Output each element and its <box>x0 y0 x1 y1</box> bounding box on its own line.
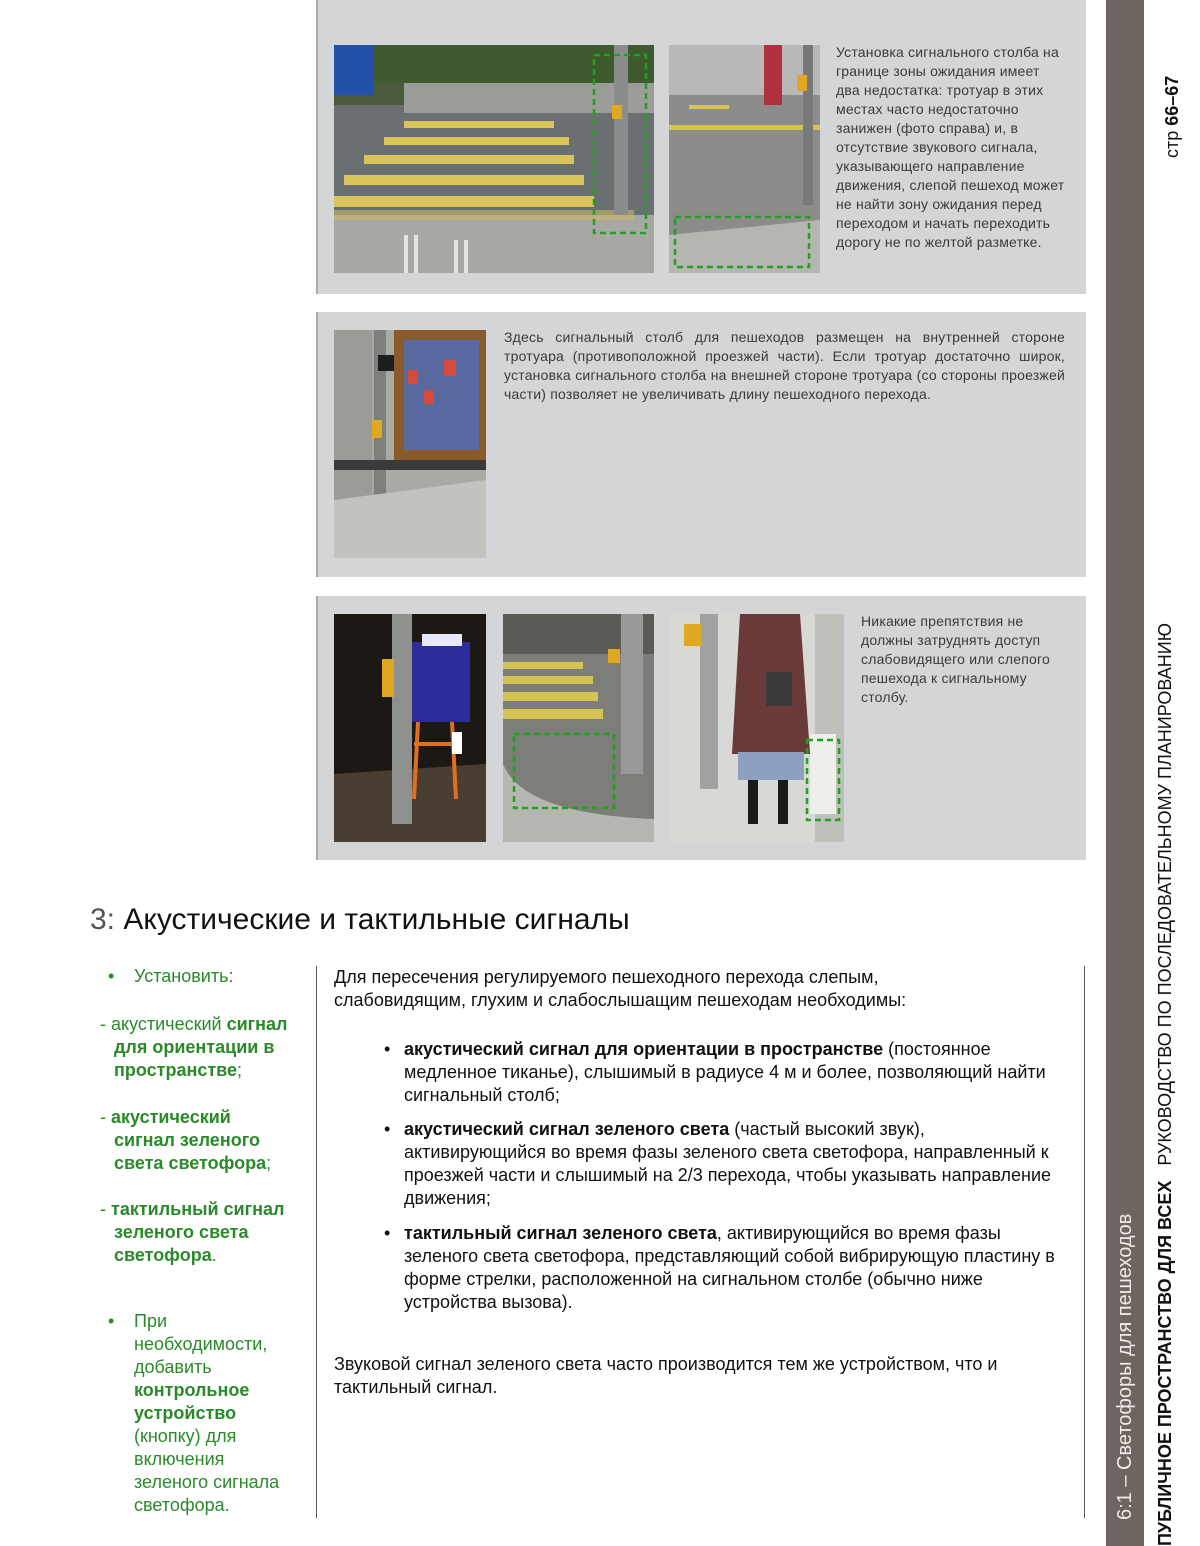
section-number: 3: <box>90 903 116 936</box>
left-item-3 <box>100 1198 315 1267</box>
bullet-3 <box>404 1222 1064 1314</box>
publication-title-rest: РУКОВОДСТВО ПО ПОСЛЕДОВАТЕЛЬНОМУ ПЛАНИРОВАНИЮ <box>1155 623 1175 1181</box>
caption-panel-3: Никакие препятствия не должны затруднять доступ слабовидящего или слепого пешехода к сигнальному столбу. <box>861 613 1050 705</box>
page-range: 66–67 <box>1162 75 1182 126</box>
caption-panel-2: Здесь сигнальный столб для пешеходов размещен на внутренней стороне тротуара (противоположной проезжей части). Если тротуар достаточно широк, установка сигнального столба на внешней стороне тротуара (со стороны проезжей части) позволяет не увеличивать длину пешеходного перехода. <box>504 329 1065 402</box>
dash: - <box>100 1199 111 1219</box>
bullet-rest: , активирующийся во время фазы зеленого света светофора, представляющий собой вибрирующую пластину в форме стрелки, расположенной на сигнальном столбе (обычно ниже устройства вызова). <box>404 1223 1055 1312</box>
text-bold: акустический <box>111 1107 231 1127</box>
section-title: Акустические и тактильные сигналы <box>123 903 630 936</box>
text: . <box>211 1245 217 1265</box>
line-bold: контрольное <box>134 1380 250 1400</box>
left-bullet-1 <box>108 965 114 988</box>
bullet-2 <box>404 1118 1064 1210</box>
photo-pedestrian-button <box>670 614 844 842</box>
text-bold: тактильный сигнал <box>111 1199 285 1219</box>
photo-inner-pole <box>334 330 486 558</box>
publication-title <box>1155 623 1176 1546</box>
text-bold: сигнал зеленого <box>114 1130 260 1150</box>
bullet-bold: акустический сигнал для ориентации в пространстве <box>404 1039 884 1059</box>
line: (кнопку) для <box>134 1426 237 1446</box>
section-heading <box>90 903 630 937</box>
publication-title-bold: ПУБЛИЧНОЕ ПРОСТРАНСТВО ДЛЯ ВСЕХ <box>1155 1180 1175 1546</box>
text-bold: света светофора <box>114 1153 267 1173</box>
photo-crosswalk <box>334 45 654 273</box>
column-divider <box>316 966 317 1518</box>
left-item-1 <box>100 1013 315 1082</box>
text: ; <box>266 1153 272 1173</box>
left-bullet-1-text: Установить: <box>134 966 234 986</box>
closing-paragraph: Звуковой сигнал зеленого света часто производится тем же устройством, что и тактильный сигнал. <box>334 1354 998 1397</box>
line-bold: устройство <box>134 1403 237 1423</box>
bullet-dot: • <box>384 1119 391 1139</box>
right-divider <box>1084 966 1085 1518</box>
line: необходимости, <box>134 1334 268 1354</box>
intro-line: Для пересечения регулируемого пешеходного перехода слепым, <box>334 967 879 987</box>
intro-line: слабовидящим, глухим и слабослышащим пешеходам необходимы: <box>334 990 907 1010</box>
photo-lowered-curb <box>503 614 654 842</box>
intro-paragraph <box>334 966 1074 1012</box>
photo-curb <box>669 45 820 273</box>
photo-obstacle-box <box>334 614 486 842</box>
line: добавить <box>134 1357 212 1377</box>
bullet-rest: (постоянное медленное тиканье), слышимый в радиусе 4 м и более, позволяющий найти сигнальный столб; <box>404 1039 1046 1105</box>
text-bold: сигнал <box>226 1014 288 1034</box>
bullet-dot: • <box>108 966 115 986</box>
left-bullet-2-text <box>134 1310 314 1517</box>
line: зеленого сигнала <box>134 1472 280 1492</box>
left-item-2 <box>100 1106 315 1175</box>
page-number <box>1162 76 1183 158</box>
text-bold: для ориентации в <box>114 1037 275 1057</box>
bullet-dot: • <box>384 1039 391 1059</box>
caption-panel-1: Установка сигнального столба на границе зоны ожидания имеет два недостатка: тротуар в этих местах часто недостаточно занижен (фото справа) и, в отсутствие звукового сигнала, указывающего направление движения, слепой пешеход может не найти зону ожидания перед переходом и начать переходить дорогу не по желтой разметке. <box>836 44 1065 250</box>
left-bullet-2 <box>108 1310 114 1333</box>
bullet-dot: • <box>384 1223 391 1243</box>
text: ; <box>237 1060 243 1080</box>
section-label: 6:1 – Светофоры для пешеходов <box>1114 1213 1136 1520</box>
line: светофора. <box>134 1495 230 1515</box>
bullet-1 <box>404 1038 1064 1107</box>
bullet-dot: • <box>108 1311 115 1331</box>
dash: - <box>100 1107 111 1127</box>
text-bold: зеленого света <box>114 1222 249 1242</box>
bullet-rest: (частый высокий звук), активирующийся во время фазы зеленого света светофора, направленный к проезжей части и слышимый на 2/3 перехода, чтобы указывать направление движения; <box>404 1119 1052 1208</box>
text-bold: светофора <box>114 1245 212 1265</box>
line: При <box>134 1311 168 1331</box>
bullet-bold: акустический сигнал зеленого света <box>404 1119 730 1139</box>
dash: - <box>100 1014 111 1034</box>
bullet-bold: тактильный сигнал зеленого света <box>404 1223 717 1243</box>
text: акустический <box>111 1014 227 1034</box>
page-prefix: стр <box>1162 125 1182 158</box>
text-bold: пространстве <box>114 1060 237 1080</box>
line: включения <box>134 1449 225 1469</box>
